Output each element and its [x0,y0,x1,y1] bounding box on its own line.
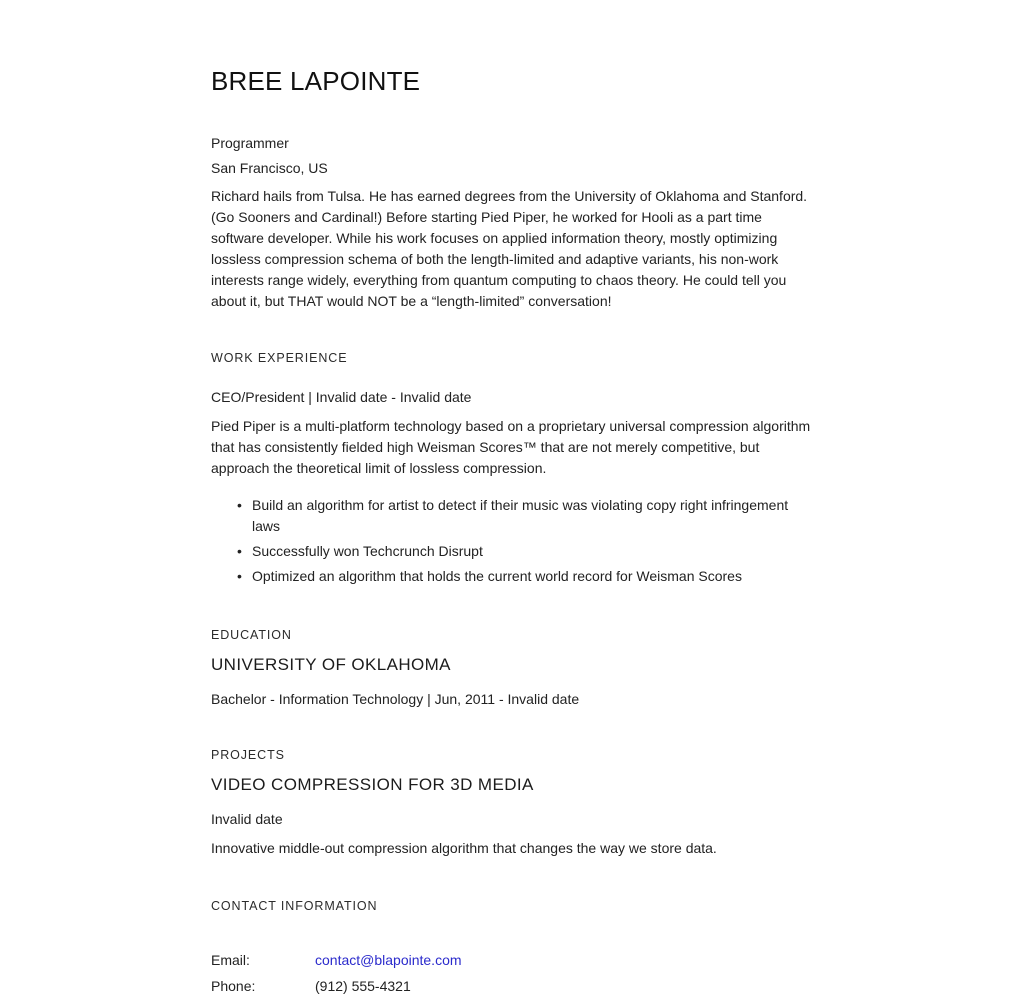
summary-paragraph: Richard hails from Tulsa. He has earned degrees from the University of Oklahoma and Stanford. (Go Sooners and Cardinal!) Before starting Pied Piper, he worked for Hooli as a part time software developer. While his work focuses on applied information theory, mostly optimizing lossless compression schema of both the length-limited and adaptive variants, his non-work interests range widely, everything from quantum computing to chaos theory. He could tell you about it, but THAT would NOT be a “length-limited” conversation! [211,188,808,309]
section-heading-education: EDUCATION [211,628,292,642]
contact-email-link[interactable]: contact@blapointe.com [315,952,462,968]
job-bullet-item: • Build an algorithm for artist to detect if their music was violating copy right infringement laws [252,495,815,537]
section-heading-projects: PROJECTS [211,748,285,762]
contact-rows [211,950,815,997]
contact-email-label: Email: [211,952,250,968]
job-bullet-item: • Successfully won Techcrunch Disrupt [252,541,815,562]
section-heading-contact: CONTACT INFORMATION [211,899,378,913]
resume-page [211,66,815,1002]
job-description: Pied Piper is a multi-platform technology based on a proprietary universal compression algorithm that has consistently fielded high Weisman Scores™ that are not merely competitive, but approach the theoretical limit of lossless compression. [211,418,811,476]
role-line: Programmer [211,135,289,151]
contact-phone-value: (912) 555-4321 [315,978,411,994]
contact-row-phone [211,976,815,997]
project-title: VIDEO COMPRESSION FOR 3D MEDIA [211,775,534,794]
project-date: Invalid date [211,811,283,827]
job-title-line: CEO/President | Invalid date - Invalid date [211,389,472,405]
page-title: BREE LAPOINTE [211,66,421,96]
contact-row-email [211,950,815,971]
job-bullet-list [211,495,815,587]
contact-phone-label: Phone: [211,978,256,994]
project-description: Innovative middle-out compression algorithm that changes the way we store data. [211,840,717,856]
job-bullet-item: • Optimized an algorithm that holds the current world record for Weisman Scores [252,566,815,587]
section-heading-work-experience: WORK EXPERIENCE [211,351,348,365]
education-school-name: UNIVERSITY OF OKLAHOMA [211,655,451,674]
location-line: San Francisco, US [211,160,328,176]
education-degree-line: Bachelor - Information Technology | Jun, 2011 - Invalid date [211,691,580,707]
